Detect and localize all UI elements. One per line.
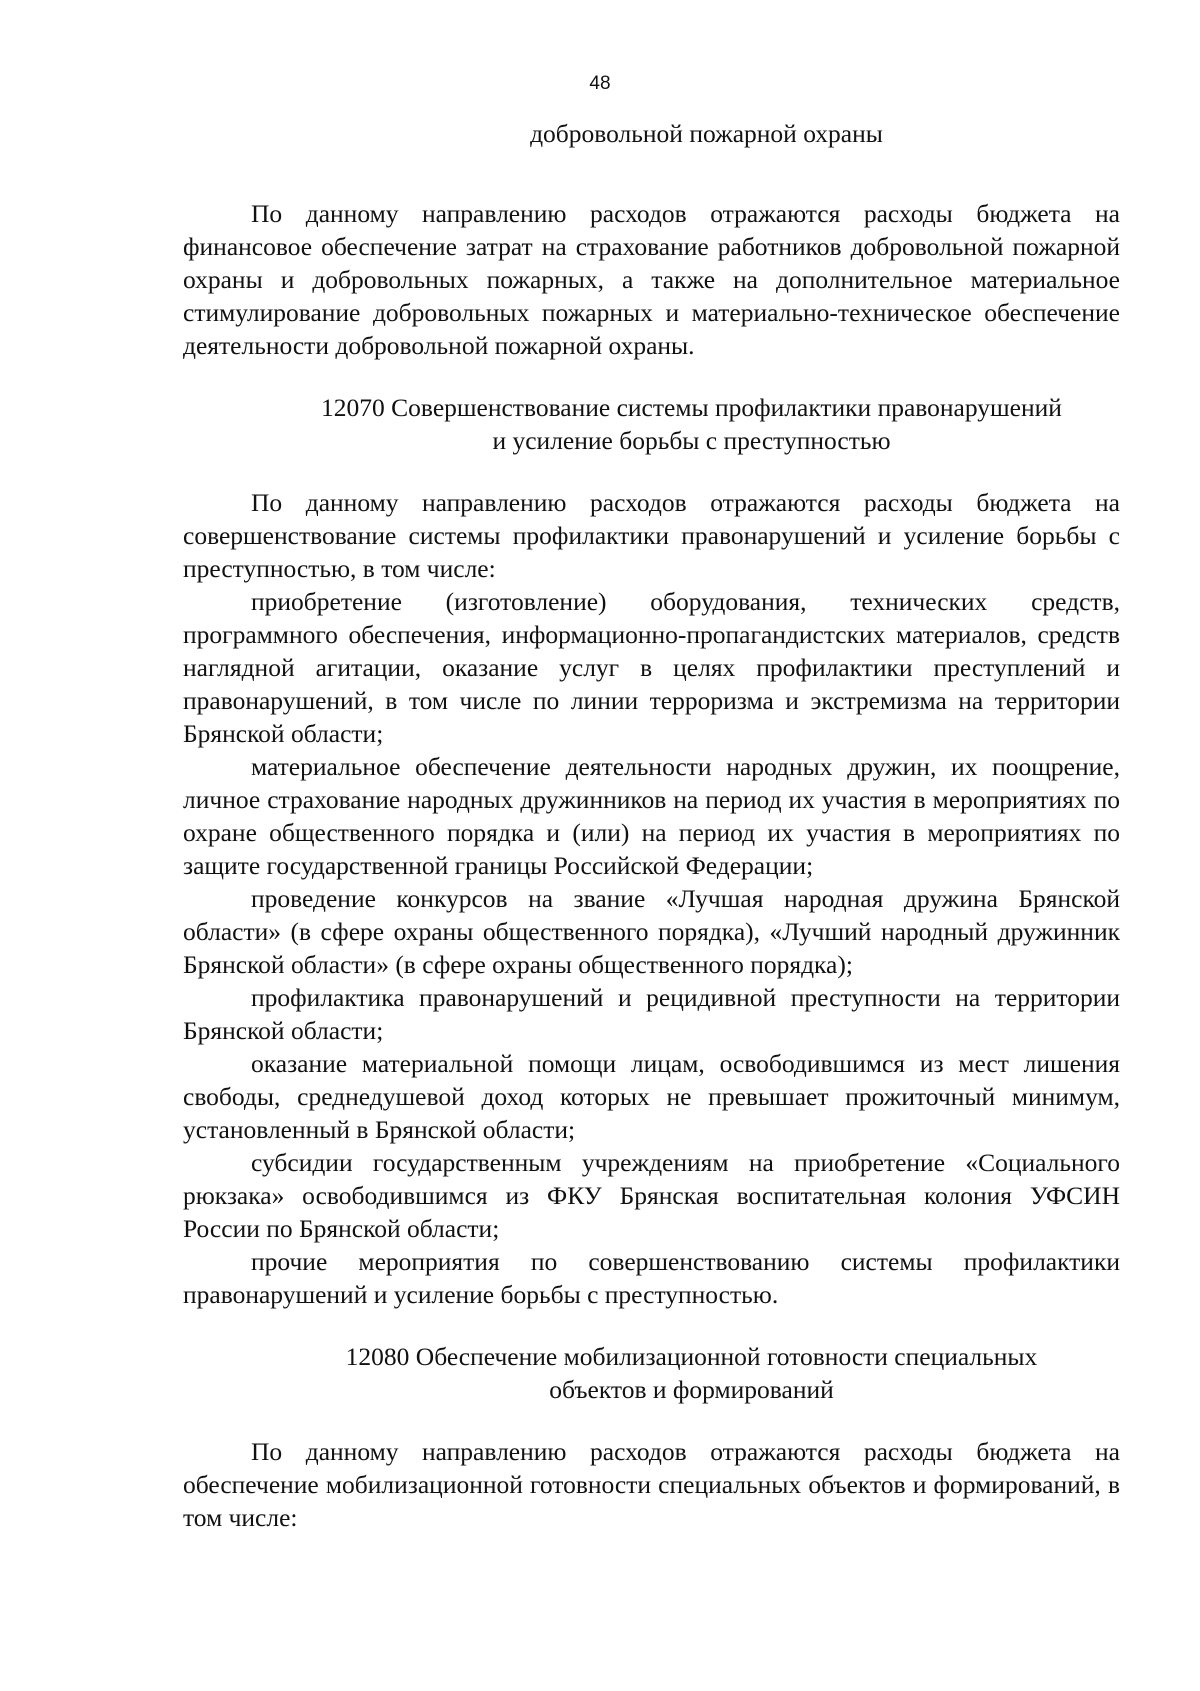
document-body (183, 117, 1120, 1534)
section-12080-heading-line2: объектов и формирований (549, 1375, 834, 1404)
section-12070-item-3: проведение конкурсов на звание «Лучшая народная дружина Брянской области» (в сфере охраны общественного порядка), «Лучший народный дружинник Брянской области» (в сфере охраны общественного порядка); (183, 884, 1120, 979)
page-number: 48 (589, 73, 611, 94)
section-12070-item-1: приобретение (изготовление) оборудования, технических средств, программного обеспечения, информационно-пропагандистских материалов, средств наглядной агитации, оказание услуг в целях профилактики преступлений и правонарушений, в том числе по линии терроризма и экстремизма на территории Брянской области; (183, 587, 1120, 748)
section-12070-heading-line2: и усиление борьбы с преступностью (492, 426, 891, 455)
top-heading (183, 117, 1120, 150)
top-heading-text: добровольной пожарной охраны (530, 119, 883, 148)
section-12070-heading-line1: 12070 Совершенствование системы профилактики правонарушений (321, 393, 1062, 422)
section-12070-intro: По данному направлению расходов отражаются расходы бюджета на совершенствование системы профилактики правонарушений и усиление борьбы с преступностью, в том числе: (183, 488, 1120, 583)
section-12070-item-7: прочие мероприятия по совершенствованию системы профилактики правонарушений и усиление борьбы с преступностью. (183, 1247, 1120, 1309)
section-12070-item-2: материальное обеспечение деятельности народных дружин, их поощрение, личное страхование народных дружинников на период их участия в мероприятиях по охране общественного порядка и (или) на период их участия в мероприятиях по защите государственной границы Российской Федерации; (183, 752, 1120, 880)
section-12080-intro: По данному направлению расходов отражаются расходы бюджета на обеспечение мобилизационной готовности специальных объектов и формирований, в том числе: (183, 1437, 1120, 1532)
section-12070-heading (183, 391, 1120, 457)
section-12070-item-6: субсидии государственным учреждениям на приобретение «Социального рюкзака» освободившимся из ФКУ Брянская воспитательная колония УФСИН России по Брянской области; (183, 1148, 1120, 1243)
section-12070-item-4: профилактика правонарушений и рецидивной преступности на территории Брянской области; (183, 983, 1120, 1045)
section-12070-item-5: оказание материальной помощи лицам, освободившимся из мест лишения свободы, среднедушевой доход которых не превышает прожиточный минимум, установленный в Брянской области; (183, 1049, 1120, 1144)
section-12080-heading (183, 1340, 1120, 1406)
section-12080-heading-line1: 12080 Обеспечение мобилизационной готовности специальных (345, 1342, 1038, 1371)
paragraph-1: По данному направлению расходов отражаются расходы бюджета на финансовое обеспечение затрат на страхование работников добровольной пожарной охраны и добровольных пожарных, а также на дополнительное материальное стимулирование добровольных пожарных и материально-техническое обеспечение деятельности добровольной пожарной охраны. (183, 199, 1120, 360)
